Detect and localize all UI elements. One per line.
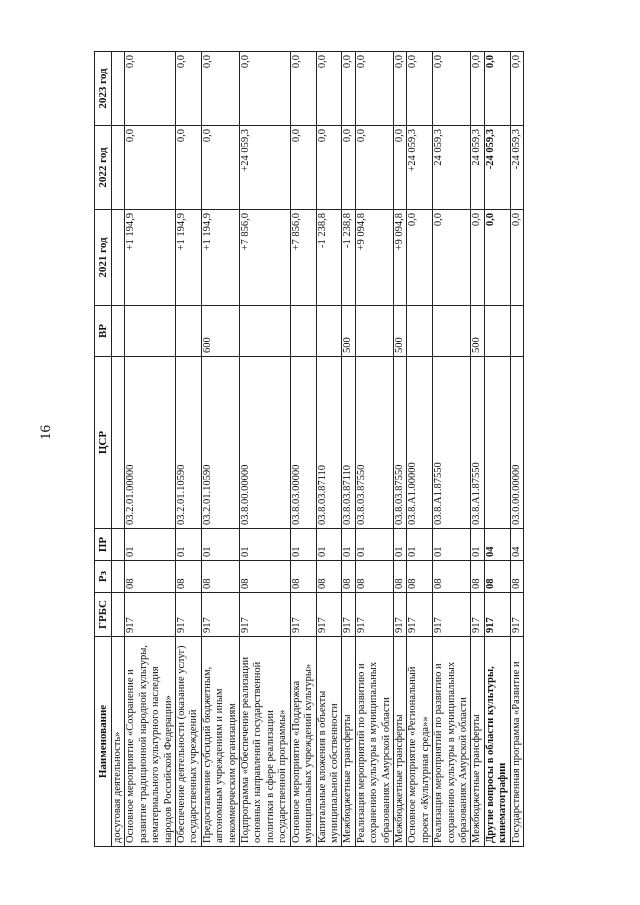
cell-2021: +7 856,0 xyxy=(290,210,316,306)
cell-rz: 08 xyxy=(125,561,176,593)
table-row xyxy=(355,52,393,847)
cell-2021: 0,0 xyxy=(407,210,433,306)
cell-2023: 0,0 xyxy=(355,52,393,126)
cell-grbs: 917 xyxy=(393,593,406,637)
cell-2023: 0,0 xyxy=(125,52,176,126)
cell-2021: 0,0 xyxy=(433,210,471,306)
cell-csr: 03.8.03.87550 xyxy=(355,357,393,529)
cell-grbs: 917 xyxy=(433,593,471,637)
table-header-row xyxy=(95,52,112,847)
cell-2023: 0,0 xyxy=(316,52,342,126)
cell-csr: 03.8.03.00000 xyxy=(290,357,316,529)
cell-rz: 08 xyxy=(316,561,342,593)
cell-name: Другие вопросы в области культуры, кинематографии xyxy=(484,637,510,847)
cell-vr xyxy=(433,306,471,357)
cell-grbs: 917 xyxy=(125,593,176,637)
cell-grbs xyxy=(112,593,125,637)
cell-name: Реализация мероприятий по развитию и сохранению культуры в муниципальных образованиях Амурской области xyxy=(433,637,471,847)
cell-pr: 01 xyxy=(316,529,342,561)
cell-rz: 08 xyxy=(484,561,510,593)
cell-2021: +1 194,9 xyxy=(176,210,202,306)
cell-name: Подпрограмма «Обеспечение реализации основных направлений государственной политики в сфере реализации государственной программы» xyxy=(240,637,291,847)
cell-2022: 0,0 xyxy=(393,126,406,210)
table-row xyxy=(407,52,433,847)
table-row xyxy=(484,52,510,847)
cell-rz: 08 xyxy=(393,561,406,593)
cell-2023: 0,0 xyxy=(471,52,484,126)
cell-2022: +24 059,3 xyxy=(407,126,433,210)
cell-pr: 01 xyxy=(201,529,239,561)
cell-pr: 01 xyxy=(471,529,484,561)
cell-pr: 01 xyxy=(342,529,355,561)
cell-2023: 0,0 xyxy=(201,52,239,126)
table-row xyxy=(201,52,239,847)
cell-rz: 08 xyxy=(433,561,471,593)
cell-name: Реализация мероприятий по развитию и сохранению культуры в муниципальных образованиях Амурской области xyxy=(355,637,393,847)
cell-2023: 0,0 xyxy=(407,52,433,126)
cell-grbs: 917 xyxy=(316,593,342,637)
cell-rz: 08 xyxy=(510,561,523,593)
table-row xyxy=(112,52,125,847)
cell-name: Основное мероприятие «Сохранение и развитие традиционной народной культуры, нематериального культурного наследия народов Российской Федерации» xyxy=(125,637,176,847)
header-grbs: ГРБС xyxy=(95,593,112,637)
header-2021: 2021 год xyxy=(95,210,112,306)
cell-2022: 0,0 xyxy=(125,126,176,210)
cell-2022: 24 059,3 xyxy=(433,126,471,210)
cell-2021: +1 194,9 xyxy=(201,210,239,306)
cell-csr: 03.0.00.00000 xyxy=(510,357,523,529)
cell-vr xyxy=(125,306,176,357)
cell-csr: 03.8.03.87110 xyxy=(316,357,342,529)
cell-grbs: 917 xyxy=(176,593,202,637)
page-number: 16 xyxy=(38,425,54,440)
cell-csr: 03.8.А1.00000 xyxy=(407,357,433,529)
cell-grbs: 917 xyxy=(290,593,316,637)
header-csr: ЦСР xyxy=(95,357,112,529)
cell-csr: 03.8.00.00000 xyxy=(240,357,291,529)
table-body xyxy=(112,52,524,847)
cell-vr xyxy=(176,306,202,357)
cell-vr: 500 xyxy=(471,306,484,357)
cell-2022 xyxy=(112,126,125,210)
cell-csr: 03.8.А1.87550 xyxy=(433,357,471,529)
cell-2022: +24 059,3 xyxy=(240,126,291,210)
cell-vr xyxy=(316,306,342,357)
cell-vr: 500 xyxy=(393,306,406,357)
cell-grbs: 917 xyxy=(407,593,433,637)
cell-2021: +7 856,0 xyxy=(240,210,291,306)
cell-rz: 08 xyxy=(201,561,239,593)
cell-2021: -1 238,8 xyxy=(316,210,342,306)
table-row xyxy=(510,52,523,847)
cell-csr: 03.8.А1.87550 xyxy=(471,357,484,529)
cell-rz: 08 xyxy=(240,561,291,593)
cell-2023: 0,0 xyxy=(510,52,523,126)
cell-name: Межбюджетные трансферты xyxy=(342,637,355,847)
cell-grbs: 917 xyxy=(471,593,484,637)
cell-2022: 0,0 xyxy=(342,126,355,210)
cell-grbs: 917 xyxy=(510,593,523,637)
cell-grbs: 917 xyxy=(201,593,239,637)
cell-name: Межбюджетные трансферты xyxy=(471,637,484,847)
cell-2022: -24 059,3 xyxy=(510,126,523,210)
cell-vr xyxy=(290,306,316,357)
budget-table-container xyxy=(94,52,590,847)
cell-2022: 0,0 xyxy=(176,126,202,210)
cell-2022: 0,0 xyxy=(290,126,316,210)
cell-csr xyxy=(484,357,510,529)
cell-2023: 0,0 xyxy=(176,52,202,126)
cell-2023 xyxy=(112,52,125,126)
cell-grbs: 917 xyxy=(240,593,291,637)
cell-rz: 08 xyxy=(290,561,316,593)
cell-grbs: 917 xyxy=(342,593,355,637)
cell-rz xyxy=(112,561,125,593)
table-row xyxy=(316,52,342,847)
cell-2021: +1 194,9 xyxy=(125,210,176,306)
table-row xyxy=(433,52,471,847)
cell-pr: 01 xyxy=(176,529,202,561)
cell-csr: 03.2.01.10590 xyxy=(176,357,202,529)
cell-csr: 03.2.01.00000 xyxy=(125,357,176,529)
cell-name: Основное мероприятие «Поддержка муниципальных учреждений культуры» xyxy=(290,637,316,847)
header-vr: ВР xyxy=(95,306,112,357)
table-row xyxy=(176,52,202,847)
cell-pr xyxy=(112,529,125,561)
cell-pr: 01 xyxy=(355,529,393,561)
cell-name: Государственная программа «Развитие и xyxy=(510,637,523,847)
cell-2022: -24 059,3 xyxy=(484,126,510,210)
cell-2021: -1 238,8 xyxy=(342,210,355,306)
cell-grbs: 917 xyxy=(355,593,393,637)
cell-pr: 04 xyxy=(510,529,523,561)
cell-2021: +9 094,8 xyxy=(393,210,406,306)
cell-2022: 0,0 xyxy=(316,126,342,210)
cell-name: Предоставление субсидий бюджетным, автономным учреждениям и иным некоммерческим организациям xyxy=(201,637,239,847)
cell-name: Основное мероприятие «Региональный проект «Культурная среда»» xyxy=(407,637,433,847)
cell-rz: 08 xyxy=(176,561,202,593)
cell-csr xyxy=(112,357,125,529)
header-pr: ПР xyxy=(95,529,112,561)
cell-2021 xyxy=(112,210,125,306)
table-row xyxy=(342,52,355,847)
table-row xyxy=(471,52,484,847)
cell-2022: 0,0 xyxy=(201,126,239,210)
cell-2023: 0,0 xyxy=(433,52,471,126)
cell-2023: 0,0 xyxy=(393,52,406,126)
table-row xyxy=(240,52,291,847)
cell-vr xyxy=(355,306,393,357)
cell-grbs: 917 xyxy=(484,593,510,637)
cell-2022: 0,0 xyxy=(355,126,393,210)
cell-rz: 08 xyxy=(342,561,355,593)
cell-rz: 08 xyxy=(471,561,484,593)
cell-rz: 08 xyxy=(407,561,433,593)
cell-2021: 0,0 xyxy=(484,210,510,306)
cell-name: досуговая деятельность» xyxy=(112,637,125,847)
cell-pr: 01 xyxy=(433,529,471,561)
cell-2023: 0,0 xyxy=(342,52,355,126)
cell-2023: 0,0 xyxy=(484,52,510,126)
cell-csr: 03.8.03.87110 xyxy=(342,357,355,529)
table-row xyxy=(125,52,176,847)
table-row xyxy=(393,52,406,847)
cell-2023: 0,0 xyxy=(290,52,316,126)
cell-2021: +9 094,8 xyxy=(355,210,393,306)
header-name: Наименование xyxy=(95,637,112,847)
cell-csr: 03.2.01.10590 xyxy=(201,357,239,529)
budget-table xyxy=(94,51,524,847)
cell-vr xyxy=(484,306,510,357)
cell-2023: 0,0 xyxy=(240,52,291,126)
cell-pr: 01 xyxy=(407,529,433,561)
cell-rz: 08 xyxy=(355,561,393,593)
cell-name: Капитальные вложения в объекты муниципальной собственности xyxy=(316,637,342,847)
cell-2022: 24 059,3 xyxy=(471,126,484,210)
cell-pr: 04 xyxy=(484,529,510,561)
cell-pr: 01 xyxy=(393,529,406,561)
cell-name: Обеспечение деятельности (оказание услуг) государственных учреждений xyxy=(176,637,202,847)
cell-name: Межбюджетные трансферты xyxy=(393,637,406,847)
cell-vr: 600 xyxy=(201,306,239,357)
cell-2021: 0,0 xyxy=(471,210,484,306)
cell-vr xyxy=(510,306,523,357)
cell-vr xyxy=(112,306,125,357)
cell-vr: 500 xyxy=(342,306,355,357)
cell-pr: 01 xyxy=(290,529,316,561)
cell-vr xyxy=(240,306,291,357)
cell-vr xyxy=(407,306,433,357)
header-rz: Рз xyxy=(95,561,112,593)
cell-2021: 0,0 xyxy=(510,210,523,306)
header-2022: 2022 год xyxy=(95,126,112,210)
cell-pr: 01 xyxy=(240,529,291,561)
cell-csr: 03.8.03.87550 xyxy=(393,357,406,529)
cell-pr: 01 xyxy=(125,529,176,561)
table-row xyxy=(290,52,316,847)
header-2023: 2023 год xyxy=(95,52,112,126)
